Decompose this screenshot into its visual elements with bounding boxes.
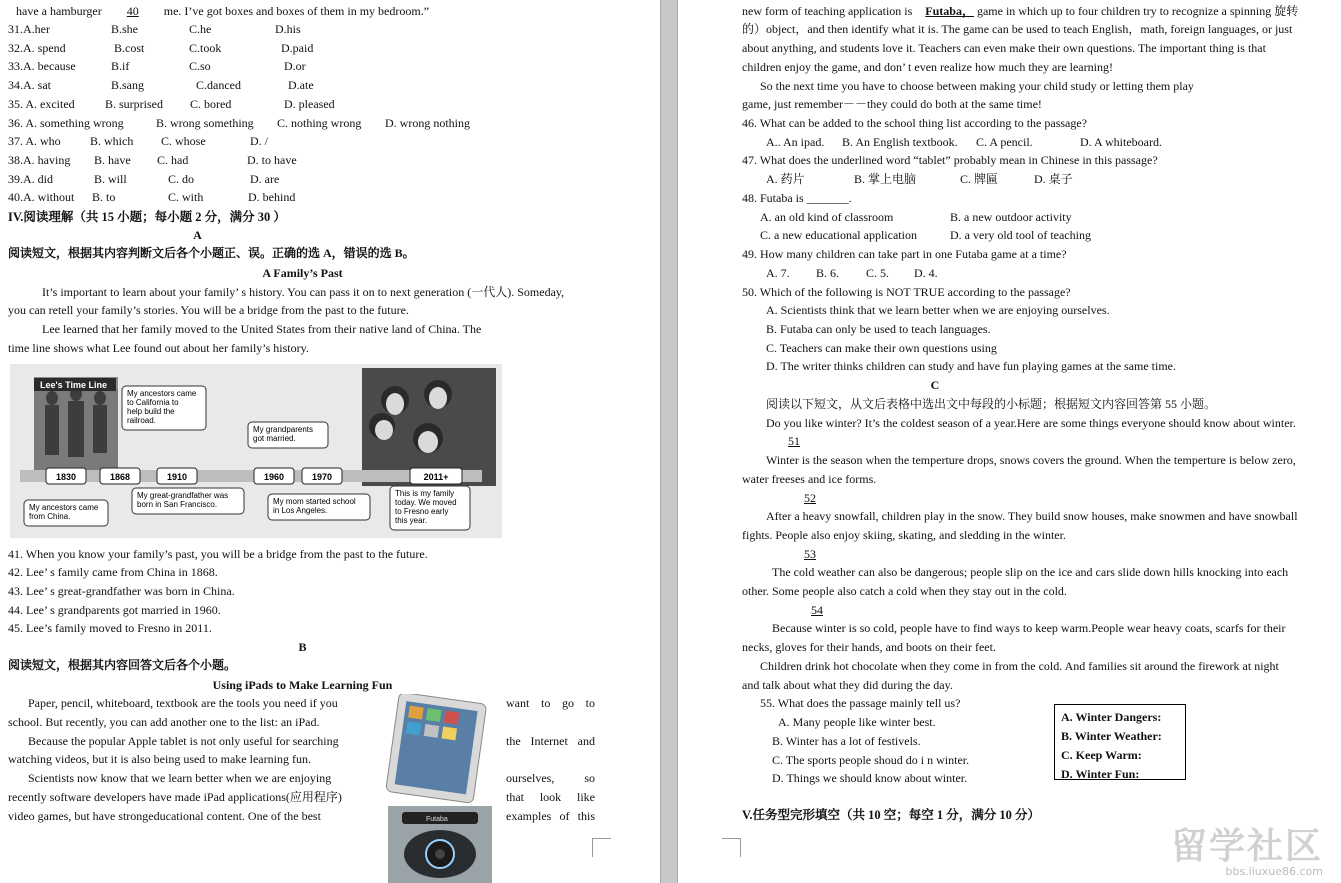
option-37-b: B. which	[90, 134, 134, 149]
q46-option-c: C. A pencil.	[976, 135, 1033, 149]
option-33-b: B.if	[111, 59, 130, 74]
option-39-b: B. will	[94, 171, 127, 186]
question-49: 49. How many children can take part in one Futaba game at a time?	[742, 247, 1067, 261]
passage-b-cont: children enjoy the game, and don’ t even realize how much they are learning!	[742, 60, 1113, 74]
passage-c-line: Because winter is so cold, people have to find ways to keep warm.People wear heavy coats, scarfs for their	[772, 621, 1286, 635]
option-34-c: C.danced	[196, 78, 241, 93]
box-option-d: D. Winter Fun:	[1061, 767, 1140, 781]
option-31-d: D.his	[275, 22, 301, 36]
q55-option-c: C. The sports people shoud do i n winter.	[772, 753, 970, 767]
question-45: 45. Lee’s family moved to Fresno in 2011.	[8, 621, 212, 635]
option-31-c: C.he	[189, 22, 212, 36]
option-40-c: C. with	[168, 190, 204, 205]
question-47: 47. What does the underlined word “tablet” probably mean in Chinese in this passage?	[742, 153, 1158, 167]
option-38-c: C. had	[157, 152, 189, 167]
futaba-device-image	[388, 806, 492, 883]
passage-b-line: video games, but have strongeducational content. One of the best	[8, 808, 321, 823]
option-35-a: 35. A. excited	[8, 96, 75, 111]
option-38-a: 38.A. having	[8, 152, 71, 167]
q50-option-a: A. Scientists think that we learn better when we are enjoying ourselves.	[766, 303, 1110, 317]
passage-b-line: Paper, pencil, whiteboard, textbook are the tools you need if you	[28, 696, 338, 710]
passage-c-line: The cold weather can also be dangerous; people slip on the ice and cars slide down hills knocking into each	[772, 565, 1289, 579]
option-32-c: C.took	[189, 40, 222, 55]
page-gutter	[660, 0, 678, 883]
q47-option-d: D. 桌子	[1034, 172, 1073, 186]
passage-b-cont: game, just remember－－they could do both at the same time!	[742, 97, 1042, 111]
ipad-image	[380, 694, 496, 804]
option-34-d: D.ate	[288, 78, 314, 93]
option-34-a: 34.A. sat	[8, 78, 51, 93]
timeline-note-mom: in Los Angeles.	[273, 506, 328, 515]
blank-54: 54	[811, 603, 823, 617]
timeline-note-from-china: My ancestors came	[29, 503, 99, 512]
passage-b-line-right: want to go to	[506, 696, 595, 710]
passage-b-cont	[742, 4, 1298, 18]
passage-c-line: other. Some people also catch a cold when they stay out in the cold.	[742, 584, 1067, 598]
timeline-note-family-today: This is my family	[395, 489, 455, 498]
option-31-a: 31.A.her	[8, 22, 50, 36]
passage-b-line: watching videos, but it is also being used to make learning fun.	[8, 752, 311, 767]
passage-c-line: fights. People also enjoy skiing, skating, and sledding in the winter.	[742, 528, 1066, 542]
passage-a-line: It’s important to learn about your family’ s history. You can pass it on to next generation (一代人). Someday,	[42, 285, 565, 299]
passage-b-line-right: the Internet and	[506, 733, 595, 748]
passage-b-cont: So the next time you have to choose between making your child study or letting them play	[760, 79, 1194, 93]
watermark-logo-text: 留学社区	[1170, 826, 1323, 867]
instruction-b: 阅读短文，根据其内容回答文后各个小题。	[8, 658, 237, 672]
box-option-c: C. Keep Warm:	[1061, 748, 1142, 762]
timeline-note-from-china: from China.	[29, 512, 71, 521]
q55-option-d: D. Things we should know about winter.	[772, 771, 968, 785]
question-42: 42. Lee’ s family came from China in 1868.	[8, 565, 218, 579]
option-33-d: D.or	[284, 59, 306, 74]
blank-51: 51	[788, 434, 800, 448]
text: have a hamburger	[16, 4, 102, 18]
q50-option-c: C. Teachers can make their own questions using	[766, 341, 997, 355]
q55-option-b: B. Winter has a lot of festivels.	[772, 734, 921, 748]
q50-option-b: B. Futaba can only be used to teach languages.	[766, 322, 991, 336]
passage-c-line: Children drink hot chocolate when they come in from the cold. And families sit around the firework at night	[760, 659, 1279, 673]
q49-option-c: C. 5.	[866, 266, 890, 280]
option-36-c: C. nothing wrong	[277, 115, 362, 130]
passage-b-line: Because the popular Apple tablet is not only useful for searching	[28, 733, 339, 748]
option-38-b: B. have	[94, 152, 131, 167]
option-33-a: 33.A. because	[8, 59, 76, 74]
timeline-year: 1910	[166, 472, 188, 482]
futaba-term: Futaba，	[925, 4, 974, 18]
site-watermark	[1171, 818, 1323, 878]
passage-b-line-right: ourselves, so	[506, 771, 595, 786]
section-c-label: C	[930, 378, 940, 392]
option-32-d: D.paid	[281, 40, 314, 55]
timeline-note-family-today: this year.	[395, 516, 428, 525]
option-32-b: B.cost	[114, 40, 145, 55]
timeline-note-ancestors-ca: help build the	[127, 407, 175, 416]
passage-b-line-right: that look like	[506, 790, 595, 804]
section-b-label: B	[298, 640, 307, 654]
option-36-a: 36. A. something wrong	[8, 115, 124, 130]
passage-a-line: Lee learned that her family moved to the United States from their native land of China. The	[42, 322, 482, 336]
timeline-note-family-today: to Fresno early	[395, 507, 449, 516]
watermark-url: bbs.liuxue86.com	[1225, 865, 1323, 878]
option-39-a: 39.A. did	[8, 171, 53, 186]
timeline-note-great-grandfather: born in San Francisco.	[137, 500, 218, 509]
question-44: 44. Lee’ s grandparents got married in 1960.	[8, 603, 221, 617]
section-5-heading: V.任务型完形填空（共 10 空；每空 1 分，满分 10 分）	[742, 808, 1041, 822]
q49-option-a: A. 7.	[766, 266, 790, 280]
passage-c-line: necks, gloves for their hands, and boots on their feet.	[742, 640, 996, 654]
option-37-a: 37. A. who	[8, 134, 61, 149]
blank-53: 53	[804, 547, 816, 561]
option-34-b: B.sang	[111, 78, 144, 93]
passage-a-title: A Family’s Past	[262, 266, 343, 280]
blank-52: 52	[804, 491, 816, 505]
timeline-year: 1830	[55, 472, 77, 482]
option-39-c: C. do	[168, 171, 195, 186]
timeline-year: 1970	[311, 472, 333, 482]
page-corner-mark	[592, 838, 611, 857]
q48-option-a: A. an old kind of classroom	[760, 210, 894, 224]
option-38-d: D. to have	[247, 152, 297, 167]
option-36-b: B. wrong something	[156, 115, 254, 130]
q47-option-c: C. 牌匾	[960, 172, 999, 186]
timeline-note-grandparents: My grandparents	[253, 425, 314, 434]
timeline-note-ancestors-ca: My ancestors came	[127, 389, 197, 398]
timeline-year: 2011+	[423, 472, 449, 482]
passage-c-line: water freeses and ice forms.	[742, 472, 877, 486]
passage-a-line: you can retell your family’s stories. You will be a bridge from the past to the future.	[8, 303, 409, 317]
cloze-line-40	[16, 4, 429, 18]
q49-option-d: D. 4.	[914, 266, 938, 280]
passage-c-line: Winter is the season when the temperture drops, snows covers the ground. When the temperture is below zero,	[766, 453, 1296, 467]
blank-40: 40	[126, 4, 139, 18]
page-corner-mark	[722, 838, 741, 857]
passage-b-title: Using iPads to Make Learning Fun	[212, 678, 393, 692]
text: game in which up to four children try to recognize a spinning 旋转	[976, 4, 1299, 18]
section-a-label: A	[193, 228, 202, 242]
question-46: 46. What can be added to the school thing list according to the passage?	[742, 116, 1088, 130]
left-page	[0, 0, 660, 883]
q46-option-a: A.. An ipad.	[766, 135, 825, 149]
box-option-a: A. Winter Dangers:	[1061, 710, 1162, 724]
instruction-a: 阅读短文，根据其内容判断文后各个小题正、误。正确的选 A，错误的选 B。	[8, 246, 415, 260]
text: me. I’ve got boxes and boxes of them in my bedroom.”	[163, 4, 430, 18]
question-50: 50. Which of the following is NOT TRUE according to the passage?	[742, 285, 1071, 299]
subtitle-options-box	[1054, 704, 1186, 780]
timeline-note-ancestors-ca: railroad.	[127, 416, 156, 425]
passage-c-line: and talk about what they did during the day.	[742, 678, 953, 692]
q46-option-d: D. A whiteboard.	[1080, 135, 1162, 149]
passage-b-line: recently software developers have made iPad applications(应用程序)	[8, 790, 342, 804]
q50-option-d: D. The writer thinks children can study and have fun playing games at the same time.	[766, 359, 1176, 373]
option-35-c: C. bored	[190, 96, 232, 111]
futaba-label: Futaba	[426, 816, 448, 823]
text: new form of teaching application is	[742, 4, 913, 18]
q49-option-b: B. 6.	[816, 266, 840, 280]
passage-b-line-right: examples of this	[506, 808, 595, 823]
timeline-note-family-today: today. We moved	[395, 498, 457, 507]
box-option-b: B. Winter Weather:	[1061, 729, 1162, 743]
passage-b-cont: 的）object，and then identify what it is. The game can be used to teach English，math, foreign languages, or just	[742, 22, 1293, 36]
timeline-year: 1868	[109, 472, 131, 482]
timeline-note-great-grandfather: My great-grandfather was	[137, 491, 229, 500]
passage-b-cont: about anything, and students love it. Teachers can even make their own questions. The important thing is that	[742, 41, 1266, 55]
passage-a-line: time line shows what Lee found out about her family’s history.	[8, 341, 309, 355]
option-39-d: D. are	[250, 171, 280, 186]
option-32-a: 32.A. spend	[8, 40, 66, 55]
timeline-note-grandparents: got married.	[253, 434, 296, 443]
q48-option-b: B. a new outdoor activity	[950, 210, 1072, 224]
section-4-heading: IV.阅读理解（共 15 小题；每小题 2 分，满分 30 ）	[8, 210, 286, 224]
question-43: 43. Lee’ s great-grandfather was born in China.	[8, 584, 235, 598]
passage-b-line: Scientists now know that we learn better when we are enjoying	[28, 771, 332, 786]
timeline-note-ancestors-ca: to California to	[127, 398, 179, 407]
q48-option-d: D. a very old tool of teaching	[950, 228, 1091, 242]
timeline-title: Lee's Time Line	[40, 380, 107, 390]
option-37-d: D. /	[250, 134, 268, 149]
option-35-b: B. surprised	[105, 96, 163, 111]
question-55: 55. What does the passage mainly tell us?	[760, 696, 961, 710]
q47-option-b: B. 掌上电脑	[854, 172, 917, 186]
timeline-year: 1960	[263, 472, 285, 482]
option-33-c: C.so	[189, 59, 211, 74]
option-31-b: B.she	[111, 22, 138, 36]
q55-option-a: A. Many people like winter best.	[778, 715, 936, 729]
question-41: 41. When you know your family’s past, you will be a bridge from the past to the future.	[8, 547, 428, 561]
instruction-c: 阅读以下短文，从文后表格中选出文中每段的小标题；根据短文内容回答第 55 小题。	[766, 397, 1217, 411]
option-40-a: 40.A. without	[8, 190, 75, 205]
option-40-b: B. to	[92, 190, 116, 205]
option-37-c: C. whose	[161, 134, 206, 149]
lee-time-line-figure	[10, 364, 502, 538]
timeline-note-mom: My mom started school	[273, 497, 356, 506]
passage-c-line: Do you like winter? It’s the coldest season of a year.Here are some things everyone should know about winter.	[766, 416, 1296, 430]
option-35-d: D. pleased	[284, 96, 335, 111]
option-36-d: D. wrong nothing	[385, 115, 470, 130]
option-40-d: D. behind	[248, 190, 296, 205]
q48-option-c: C. a new educational application	[760, 228, 917, 242]
q46-option-b: B. An English textbook.	[842, 135, 958, 149]
question-48: 48. Futaba is _______.	[742, 191, 852, 205]
passage-c-line: After a heavy snowfall, children play in the snow. They build snow houses, make snowmen and have snowball	[766, 509, 1298, 523]
passage-b-line: school. But recently, you can add another one to the list: an iPad.	[8, 714, 320, 729]
q47-option-a: A. 药片	[766, 172, 805, 186]
